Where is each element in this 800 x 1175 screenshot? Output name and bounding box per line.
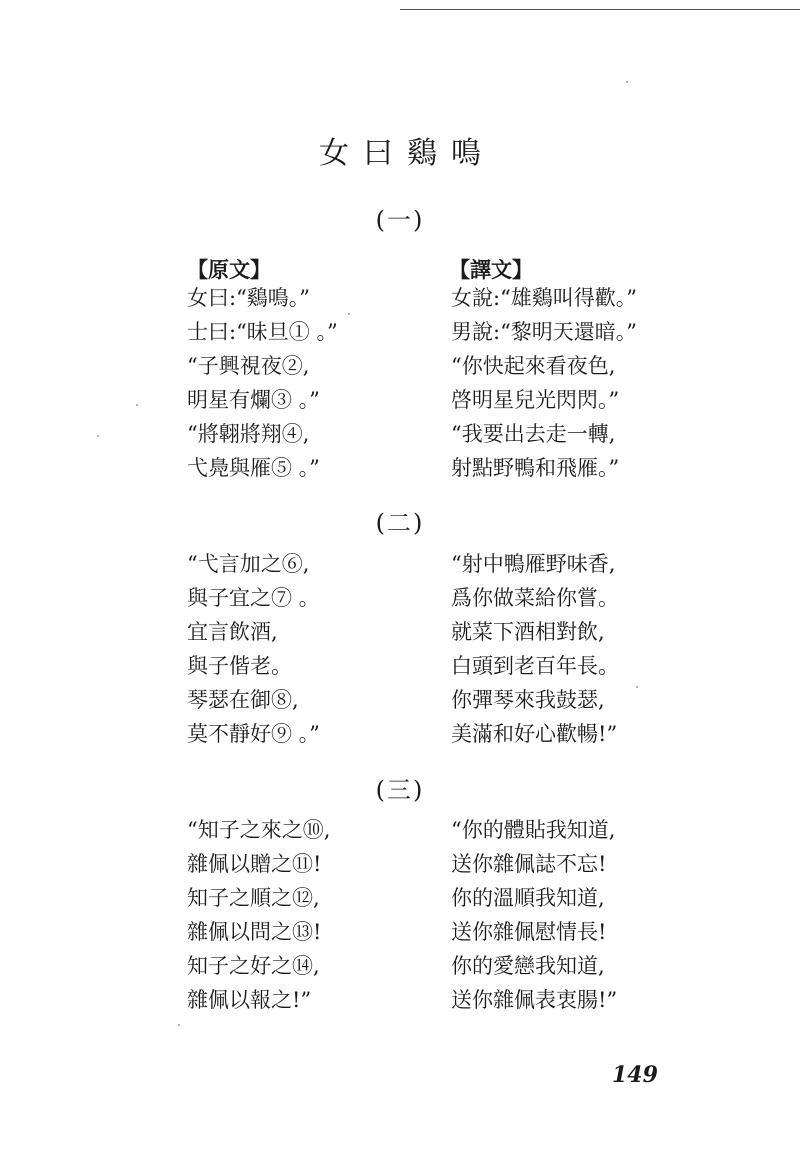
- translation-line: 就菜下酒相對飲,: [451, 620, 605, 644]
- original-line: 弋鳧與雁⑤ 。”: [187, 456, 320, 480]
- scan-speck: [636, 686, 638, 688]
- original-line: 士曰:“昧旦① 。”: [187, 320, 338, 344]
- translation-line: 爲你做菜給你嘗。: [451, 586, 619, 610]
- original-line: 知子之好之⑭,: [187, 954, 320, 978]
- section-heading-1: (一): [375, 206, 425, 234]
- translation-line: “射中鴨雁野味香,: [451, 552, 616, 576]
- section-3-original: [187, 813, 330, 1017]
- header-rule: [400, 9, 800, 10]
- original-line: 雜佩以報之!”: [187, 988, 312, 1012]
- translation-line: “我要出去走一轉,: [451, 422, 616, 446]
- original-line: “知子之來之⑩,: [187, 818, 331, 842]
- page-number: 149: [612, 1062, 658, 1088]
- original-line: 宜言飲酒,: [187, 620, 278, 644]
- translation-line: 白頭到老百年長。: [451, 654, 619, 678]
- scan-speck: [626, 81, 628, 83]
- translation-line: 你的溫順我知道,: [451, 886, 605, 910]
- original-line: 女曰:“鷄鳴。”: [187, 286, 311, 310]
- translation-line: 射點野鴨和飛雁。”: [451, 456, 620, 480]
- scan-speck: [348, 313, 350, 315]
- original-line: 知子之順之⑫,: [187, 886, 320, 910]
- original-line: 與子偕老。: [187, 654, 292, 678]
- translation-line: 你的愛戀我知道,: [451, 954, 605, 978]
- scan-speck: [178, 1024, 180, 1026]
- original-line: 琴瑟在御⑧,: [187, 688, 299, 712]
- original-line: 與子宜之⑦ 。: [187, 586, 320, 610]
- scan-speck: [136, 404, 138, 406]
- translation-line: 送你雜佩表衷腸!”: [451, 988, 618, 1012]
- translation-line: 男說:“黎明天還暗。”: [451, 320, 638, 344]
- original-line: “弋言加之⑥,: [187, 552, 310, 576]
- section-3-translation: [451, 813, 617, 1017]
- translation-line: 你彈琴來我鼓瑟,: [451, 688, 605, 712]
- translation-line: 送你雜佩慰情長!: [451, 920, 607, 944]
- section-1-original: [187, 281, 338, 485]
- translation-text-label: 【譯文】: [449, 257, 533, 282]
- translation-line: 美滿和好心歡暢!”: [451, 722, 618, 746]
- translation-line: 送你雜佩誌不忘!: [451, 852, 607, 876]
- original-line: “將翺將翔④,: [187, 422, 310, 446]
- original-line: 雜佩以問之⑬!: [187, 920, 322, 944]
- translation-line: “你快起來看夜色,: [451, 354, 616, 378]
- original-text-label: 【原文】: [187, 257, 271, 282]
- translation-line: “你的體貼我知道,: [451, 818, 616, 842]
- section-2-translation: [451, 547, 619, 751]
- translation-line: 啓明星兒光閃閃。”: [451, 388, 620, 412]
- section-1-translation: [451, 281, 637, 485]
- section-2-original: [187, 547, 320, 751]
- translation-line: 女說:“雄鷄叫得歡。”: [451, 286, 638, 310]
- original-line: 雜佩以贈之⑪!: [187, 852, 322, 876]
- scan-speck: [97, 435, 99, 437]
- section-heading-2: (二): [375, 509, 425, 537]
- section-heading-3: (三): [375, 776, 425, 804]
- poem-title: 女曰鷄鳴: [319, 136, 495, 171]
- original-line: “子興視夜②,: [187, 354, 310, 378]
- original-line: 莫不靜好⑨ 。”: [187, 722, 320, 746]
- original-line: 明星有爛③ 。”: [187, 388, 320, 412]
